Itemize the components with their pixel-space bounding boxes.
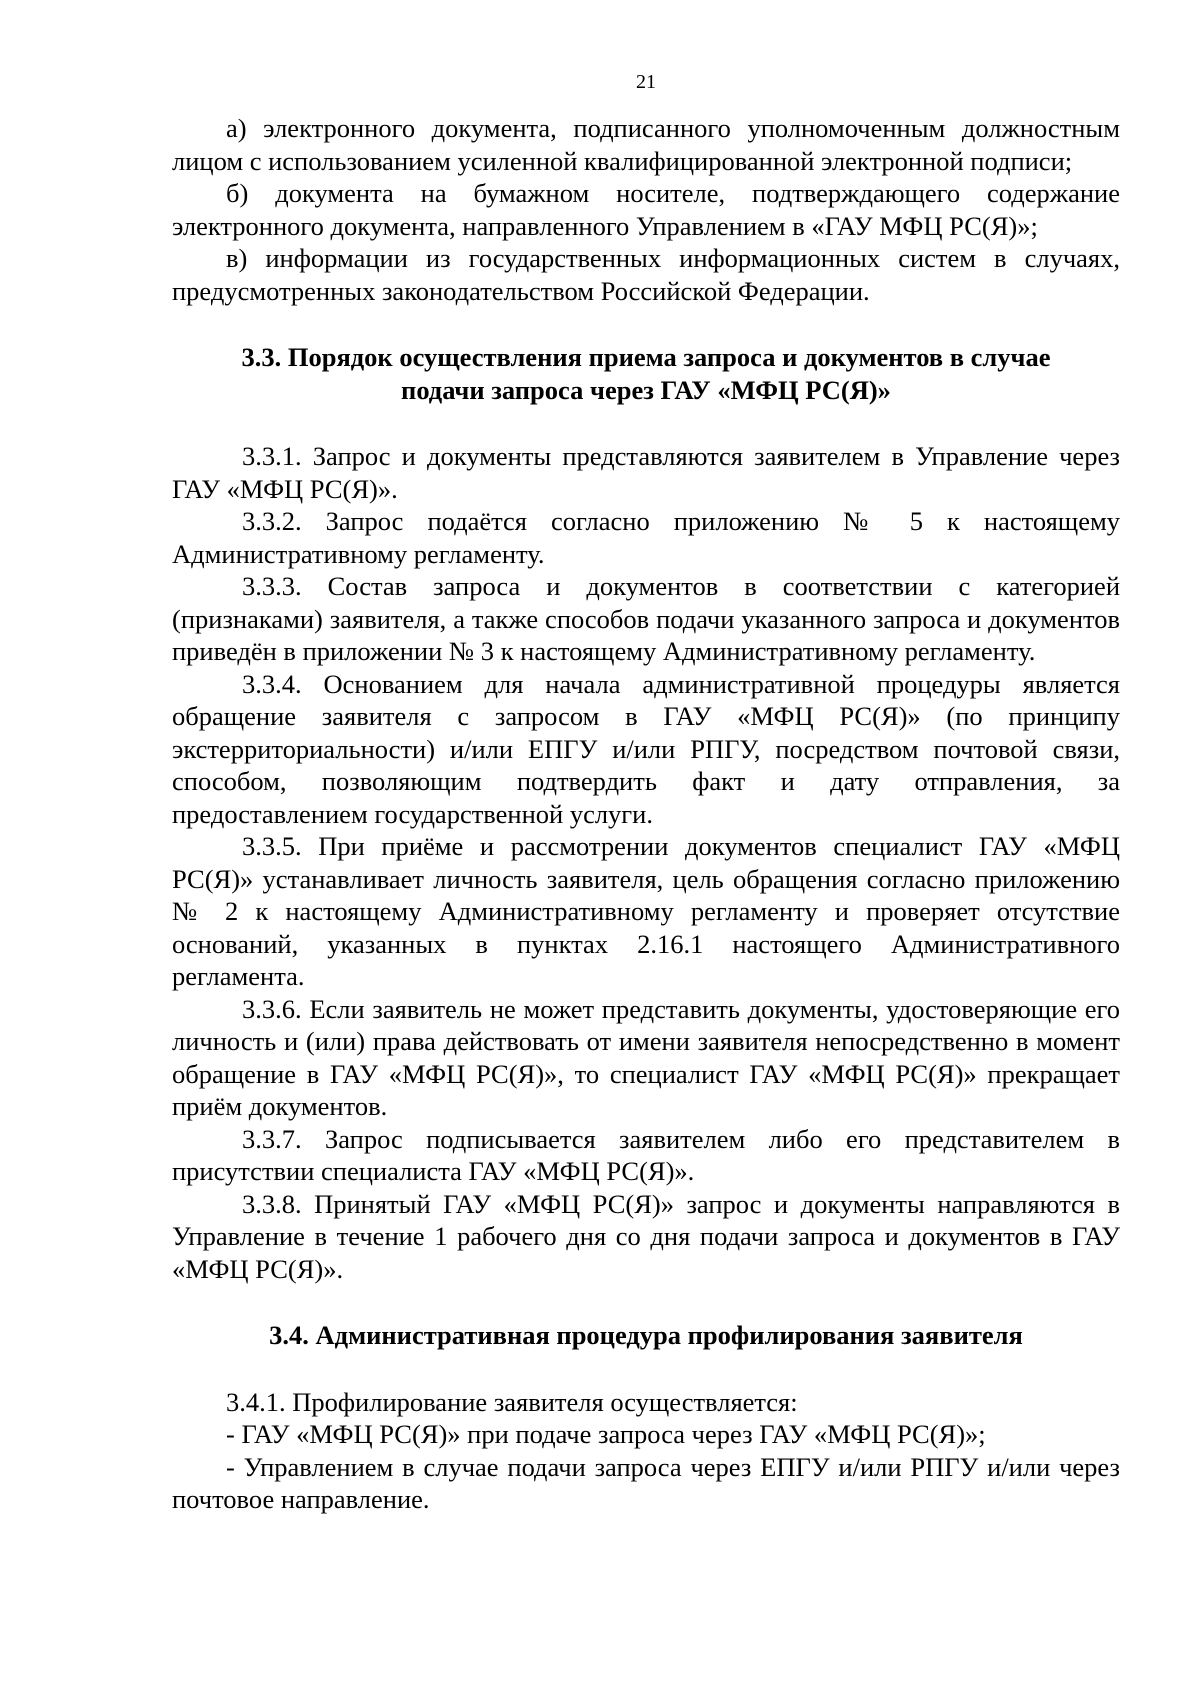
page-number: 21 [636,71,656,93]
section-3-4-heading: 3.4. Административная процедура профилирования заявителя [269,1320,1023,1350]
section-3-3-heading-line1: 3.3. Порядок осуществления приема запроса и документов в случае [241,342,1051,372]
paragraph-3-4-1: 3.4.1. Профилирование заявителя осуществляется: [226,1386,798,1417]
paragraph-3-3-8: 3.3.8. Принятый ГАУ «МФЦ РС(Я)» запрос и документы направляются в Управление в течение 1 рабочего дня со дня подачи запроса и документов в ГАУ «МФЦ РС(Я)». [172,1188,1120,1284]
document-page [172,70,1120,1516]
paragraph-3-3-1: 3.3.1. Запрос и документы представляются заявителем в Управление через ГАУ «МФЦ РС(Я)». [172,441,1120,504]
paragraph-3-3-4: 3.3.4. Основанием для начала административной процедуры является обращение заявителя с запросом в ГАУ «МФЦ РС(Я)» (по принципу экстерриториальности) и/или ЕПГУ и/или РПГУ, посредством почтовой связи, способом, позволяющим подтвердить факт и дату отправления, за предоставлением государственной услуги. [172,668,1120,829]
paragraph-3-3-3: 3.3.3. Состав запроса и документов в соответствии с категорией (признаками) заявителя, а также способов подачи указанного запроса и документов приведён в приложении № 3 к настоящему Административному регламенту. [172,571,1120,666]
intro-item-c: в) информации из государственных информационных систем в случаях, предусмотренных законодательством Российской Федерации. [172,243,1120,306]
paragraph-3-3-7: 3.3.7. Запрос подписывается заявителем либо его представителем в присутствии специалиста ГАУ «МФЦ РС(Я)». [172,1123,1120,1186]
intro-item-b: б) документа на бумажном носителе, подтверждающего содержание электронного документа, направленного Управлением в «ГАУ МФЦ РС(Я)»; [172,178,1120,241]
section-3-3-heading-line2: подачи запроса через ГАУ «МФЦ РС(Я)» [401,374,891,405]
section-3-3-heading [172,341,1120,406]
paragraph-3-3-5: 3.3.5. При приёме и рассмотрении документов специалист ГАУ «МФЦ РС(Я)» устанавливает личность заявителя, цель обращения согласно приложению № 2 к настоящему Административному регламенту и проверяет отсутствие оснований, указанных в пунктах 2.16.1 настоящего Административного регламента. [172,831,1120,991]
intro-item-a: а) электронного документа, подписанного уполномоченным должностным лицом с использованием усиленной квалифицированной электронной подписи; [172,113,1120,176]
profiling-item-mfc: - ГАУ «МФЦ РС(Я)» при подаче запроса через ГАУ «МФЦ РС(Я)»; [226,1419,986,1449]
paragraph-3-3-2: 3.3.2. Запрос подаётся согласно приложению № 5 к настоящему Административному регламенту. [172,506,1120,569]
paragraph-3-3-6: 3.3.6. Если заявитель не может представить документы, удостоверяющие его личность и (или) права действовать от имени заявителя непосредственно в момент обращение в ГАУ «МФЦ РС(Я)», то специалист ГАУ «МФЦ РС(Я)» прекращает приём документов. [172,993,1120,1121]
profiling-item-management: - Управлением в случае подачи запроса через ЕПГУ и/или РПГУ и/или через почтовое направление. [172,1451,1120,1514]
